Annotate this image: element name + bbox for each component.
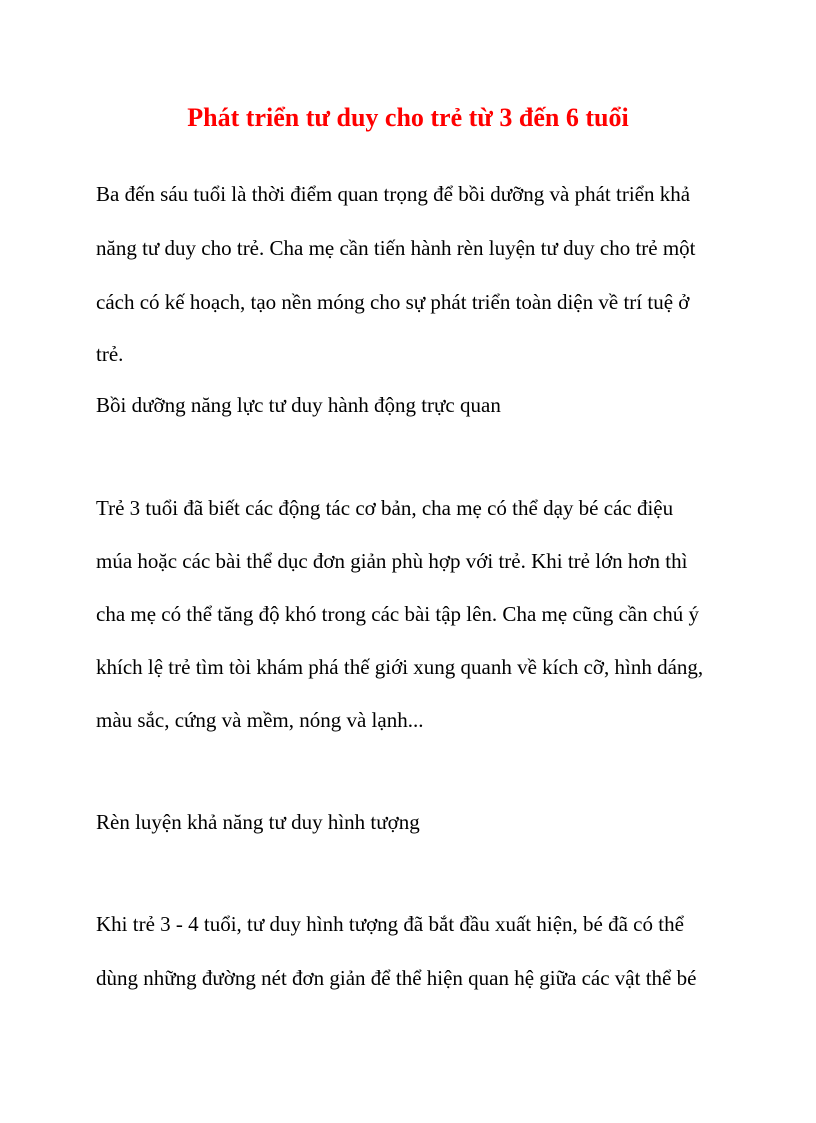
paragraph-line: dùng những đường nét đơn giản để thể hiện quan hệ giữa các vật thể bé bbox=[96, 966, 697, 990]
paragraph-line: múa hoặc các bài thể dục đơn giản phù hợp với trẻ. Khi trẻ lớn hơn thì bbox=[96, 549, 688, 573]
section-heading: Rèn luyện khả năng tư duy hình tượng bbox=[96, 810, 420, 834]
paragraph-line: khích lệ trẻ tìm tòi khám phá thế giới xung quanh về kích cỡ, hình dáng, bbox=[96, 655, 704, 679]
section-heading: Bồi dưỡng năng lực tư duy hành động trực quan bbox=[96, 393, 501, 417]
paragraph-line: cha mẹ có thể tăng độ khó trong các bài tập lên. Cha mẹ cũng cần chú ý bbox=[96, 602, 699, 626]
paragraph-line: màu sắc, cứng và mềm, nóng và lạnh... bbox=[96, 708, 424, 732]
paragraph-line: Ba đến sáu tuổi là thời điểm quan trọng để bồi dưỡng và phát triển khả bbox=[96, 182, 691, 206]
paragraph-line: Khi trẻ 3 - 4 tuổi, tư duy hình tượng đã bắt đầu xuất hiện, bé đã có thể bbox=[96, 912, 684, 936]
document-title: Phát triển tư duy cho trẻ từ 3 đến 6 tuổi bbox=[187, 103, 629, 132]
paragraph-line: Trẻ 3 tuổi đã biết các động tác cơ bản, cha mẹ có thể dạy bé các điệu bbox=[96, 496, 674, 520]
paragraph-line: năng tư duy cho trẻ. Cha mẹ cần tiến hành rèn luyện tư duy cho trẻ một bbox=[96, 236, 696, 260]
paragraph-line: cách có kế hoạch, tạo nền móng cho sự phát triển toàn diện về trí tuệ ở bbox=[96, 290, 690, 314]
paragraph-line: trẻ. bbox=[96, 342, 124, 366]
